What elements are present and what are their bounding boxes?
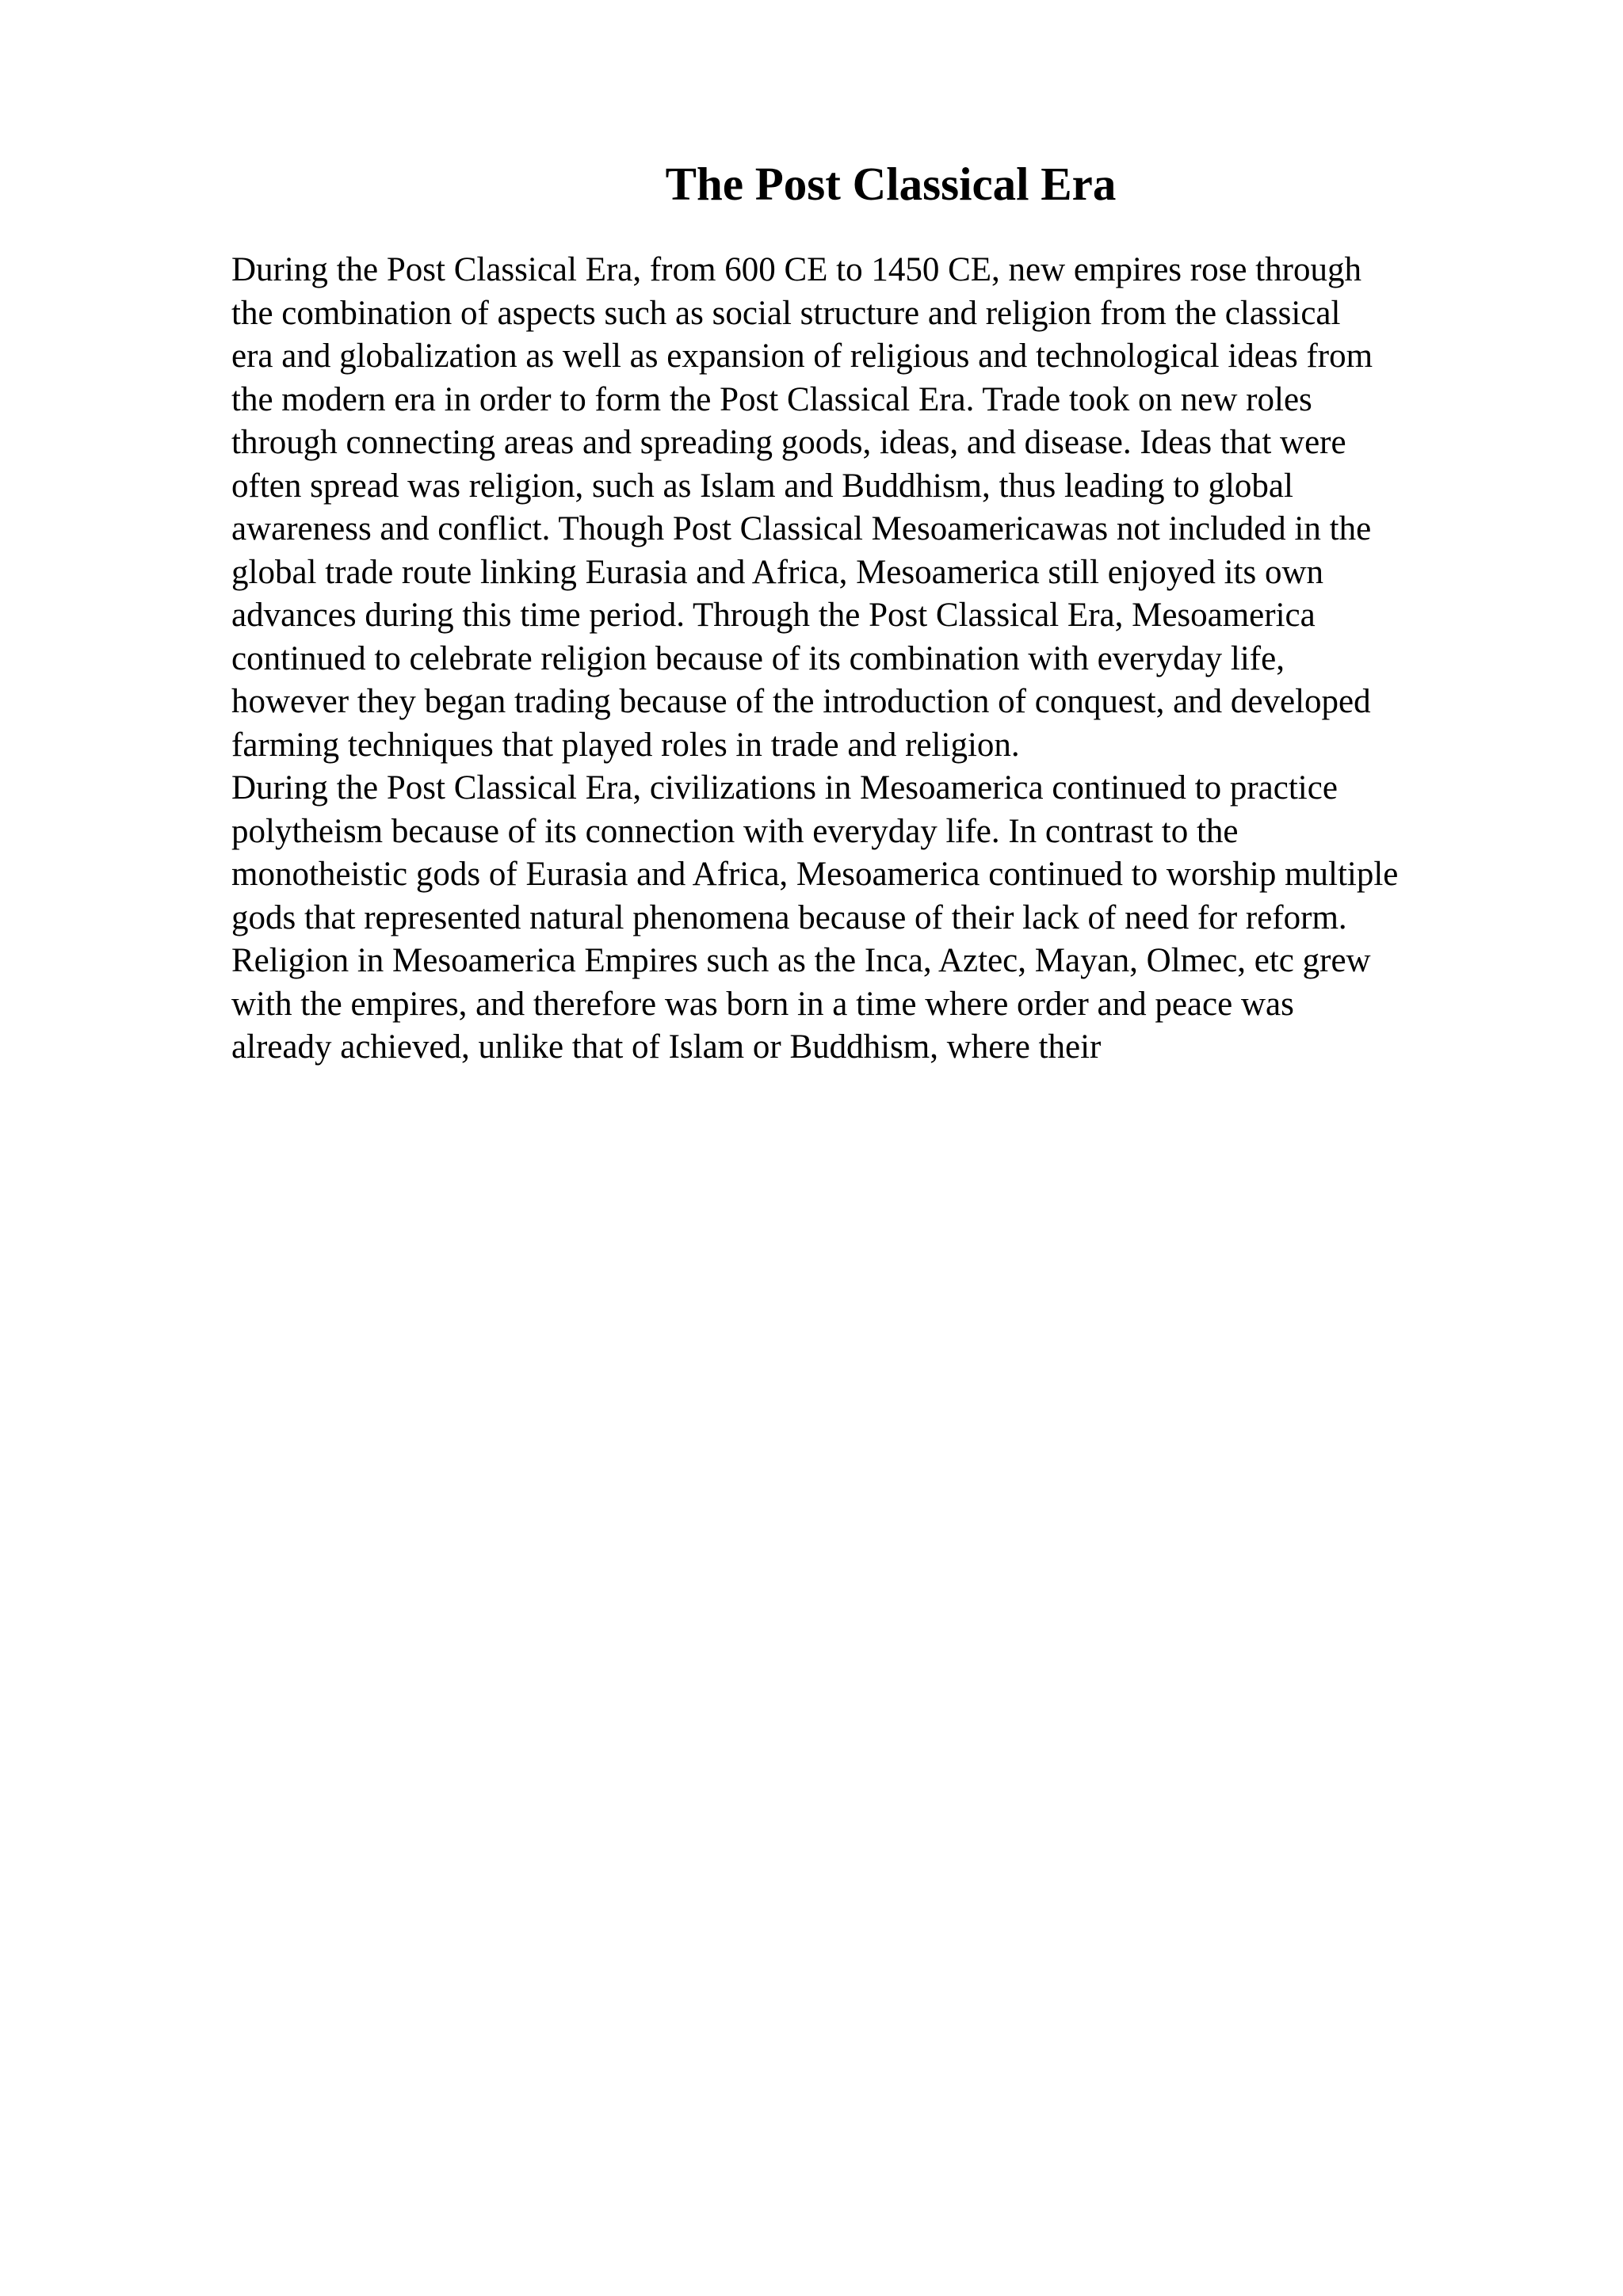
body-line: monotheistic gods of Eurasia and Africa, Mesoamerica continued to worship multiple xyxy=(231,856,1399,893)
body-line: the combination of aspects such as social structure and religion from the classical xyxy=(231,294,1341,332)
body-line: however they began trading because of the introduction of conquest, and developed xyxy=(231,683,1371,720)
body-line: often spread was religion, such as Islam and Buddhism, thus leading to global xyxy=(231,467,1293,505)
body-line: During the Post Classical Era, civilizations in Mesoamerica continued to practice xyxy=(231,769,1338,807)
body-line: through connecting areas and spreading goods, ideas, and disease. Ideas that were xyxy=(231,424,1346,461)
body-line: with the empires, and therefore was born in a time where order and peace was xyxy=(231,985,1294,1023)
body-line: gods that represented natural phenomena because of their lack of need for reform. xyxy=(231,898,1347,936)
body-line: era and globalization as well as expansion of religious and technological ideas from xyxy=(231,338,1373,375)
body-line: continued to celebrate religion because of its combination with everyday life, xyxy=(231,639,1285,677)
body-line: awareness and conflict. Though Post Classical Mesoamericawas not included in the xyxy=(231,510,1372,547)
document-title: The Post Classical Era xyxy=(665,158,1117,210)
body-line: advances during this time period. Through the Post Classical Era, Mesoamerica xyxy=(231,597,1316,634)
body-line: farming techniques that played roles in trade and religion. xyxy=(231,726,1020,764)
body-line: During the Post Classical Era, from 600 CE to 1450 CE, new empires rose through xyxy=(231,251,1361,288)
body-line: the modern era in order to form the Post Classical Era. Trade took on new roles xyxy=(231,380,1312,418)
body-line: global trade route linking Eurasia and Africa, Mesoamerica still enjoyed its own xyxy=(231,553,1323,591)
body-line: already achieved, unlike that of Islam or Buddhism, where their xyxy=(231,1028,1102,1066)
body-line: Religion in Mesoamerica Empires such as the Inca, Aztec, Mayan, Olmec, etc grew xyxy=(231,942,1371,979)
document-body xyxy=(231,249,1563,1070)
body-line: polytheism because of its connection with everyday life. In contrast to the xyxy=(231,812,1239,850)
